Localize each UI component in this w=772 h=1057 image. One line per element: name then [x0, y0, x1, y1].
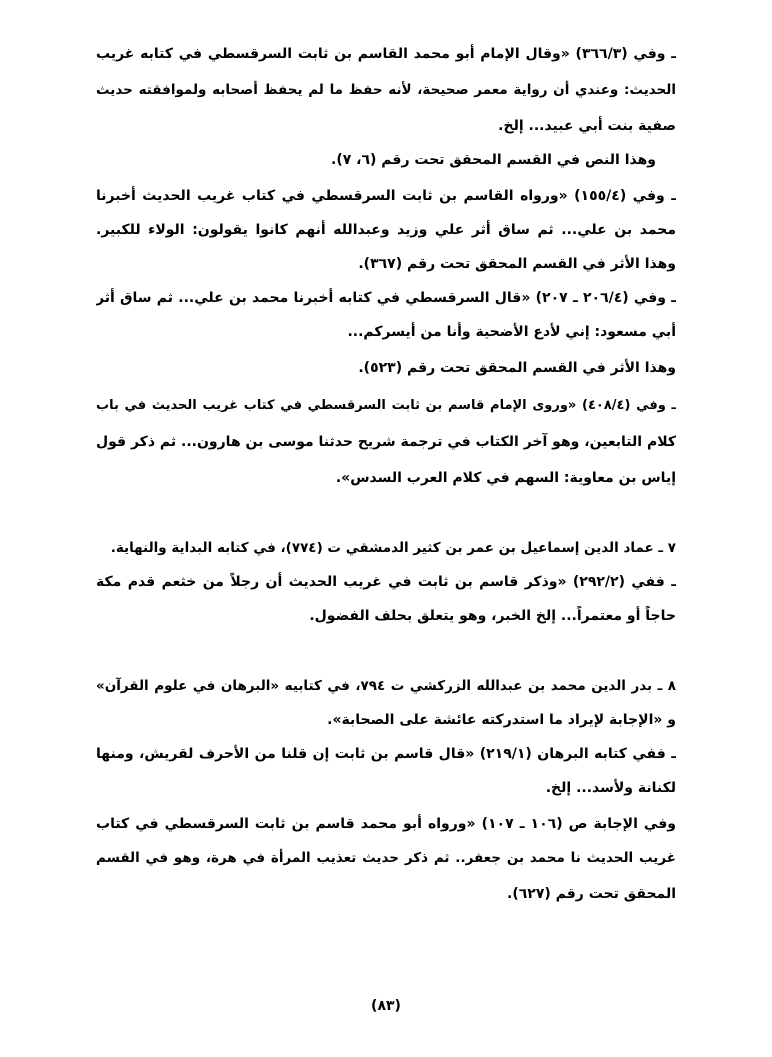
page-number: (٨٣)	[371, 998, 401, 1014]
text-line: ـ وفي (٣٦٦/٣) «وقال الإمام أبو محمد القاسم بن ثابت السرقسطي في كتابه غريب	[96, 46, 676, 62]
text-line: ٨ ـ بدر الدين محمد بن عبدالله الزركشي ت ٧٩٤، في كتابيه «البرهان في علوم القرآن»	[96, 678, 676, 694]
text-line: صفية بنت أبي عبيد... إلخ.	[498, 118, 676, 134]
text-line: إياس بن معاوية: السهم في كلام العرب السدس».	[335, 470, 676, 486]
text-line: حاجاً أو معتمراً... إلخ الخبر، وهو يتعلق بحلف الفضول.	[309, 608, 676, 624]
text-line: ـ ففي (٢٩٢/٢) «وذكر قاسم بن ثابت في غريب الحديث أن رجلاً من خثعم قدم مكة	[96, 574, 676, 590]
text-line: ـ وفي (١٥٥/٤) «ورواه القاسم بن ثابت السرقسطي في كتاب غريب الحديث أخبرنا	[96, 188, 676, 204]
text-line: كلام التابعين، وهو آخر الكتاب في ترجمة شريح حدثنا موسى بن هارون... ثم ذكر قول	[96, 434, 676, 450]
text-line: وهذا الأثر في القسم المحقق تحت رقم (٥٢٣).	[358, 360, 676, 376]
text-line: وفي الإجابة ص (١٠٦ ـ ١٠٧) «ورواه أبو محمد قاسم بن ثابت السرقسطي في كتاب	[96, 816, 676, 832]
text-line: غريب الحديث نا محمد بن جعفر.. ثم ذكر حديث تعذيب المرأة في هرة، وهو في القسم	[96, 850, 676, 866]
text-line: وهذا الأثر في القسم المحقق تحت رقم (٣٦٧).	[358, 256, 676, 272]
text-line: لكنانة ولأسد... إلخ.	[545, 780, 676, 796]
text-line: أبي مسعود: إني لأدع الأضحية وأنا من أيسركم...	[347, 324, 676, 340]
text-line: المحقق تحت رقم (٦٢٧).	[507, 886, 676, 902]
text-line: ـ وفي (٤٠٨/٤) «وروى الإمام قاسم بن ثابت السرقسطي في كتاب غريب الحديث في باب	[96, 398, 676, 413]
text-line: ـ ففي كتابه البرهان (٢١٩/١) «قال قاسم بن ثابت إن قلنا من الأحرف لقريش، ومنها	[96, 746, 676, 762]
text-line: و «الإجابة لإيراد ما استدركته عائشة على الصحابة».	[327, 712, 676, 728]
text-line: وهذا النص في القسم المحقق تحت رقم (٦، ٧).	[331, 152, 656, 168]
text-line: محمد بن علي... ثم ساق أثر علي وزيد وعبدالله أنهم كانوا يقولون: الولاء للكبير.	[96, 222, 676, 238]
text-line: الحديث: وعندي أن رواية معمر صحيحة، لأنه حفظ ما لم يحفظ أصحابه ولموافقته حديث	[96, 82, 676, 98]
text-line: ٧ ـ عماد الدين إسماعيل بن عمر بن كثير الدمشقي ت (٧٧٤)، في كتابه البداية والنهاية.	[110, 540, 676, 556]
text-line: ـ وفي (٢٠٦/٤ ـ ٢٠٧) «قال السرقسطي في كتابه أخبرنا محمد بن علي... ثم ساق أثر	[96, 290, 676, 306]
